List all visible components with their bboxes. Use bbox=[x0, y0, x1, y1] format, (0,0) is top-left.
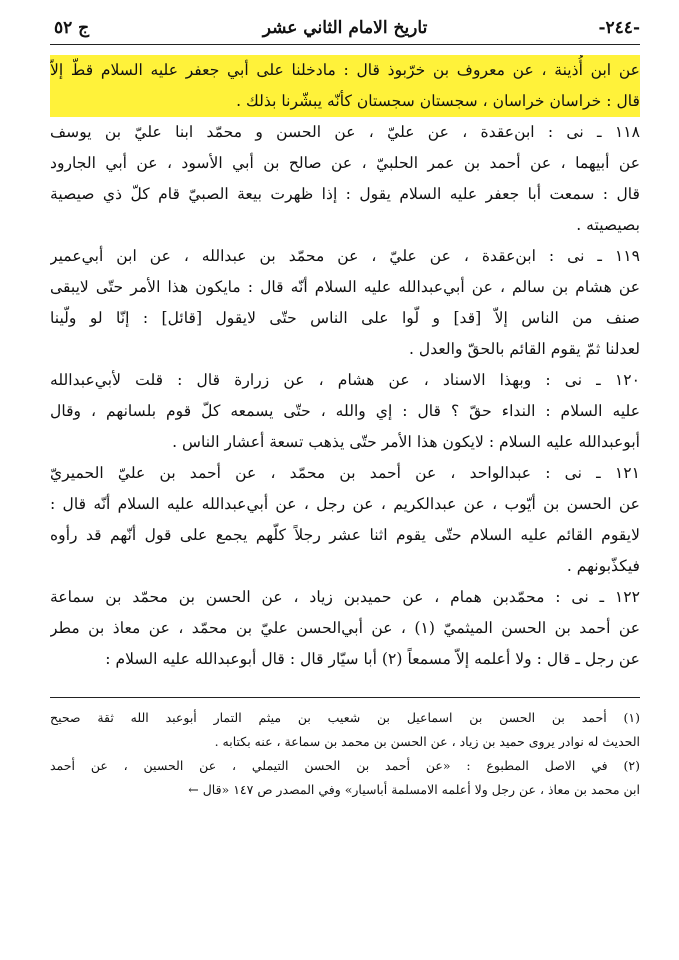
book-page bbox=[50, 18, 640, 938]
footnote-line: ابن محمد بن معاذ ، عن رجل ولا أعلمه الامسلمة أباسيار» وفي المصدر ص ١٤٧ «قال ← bbox=[188, 782, 640, 797]
footnote-line: (٢) في الاصل المطبوع : «عن أحمد بن الحسن التيملي ، عن الحسين ، عن أحمد bbox=[50, 758, 640, 773]
highlighted-text-line: قال : خراسان خراسان ، سجستان سجستان كأنّه يبشّرنا بذلك . bbox=[50, 86, 640, 117]
text-line: لايقوم القائم عليه السلام حتّى يقوم اثنا عشر رجلاً كلّهم يجمع على قول أنّهم قد رأوه bbox=[50, 526, 640, 544]
footnote bbox=[50, 706, 640, 754]
footnote-separator bbox=[50, 697, 640, 698]
paragraph bbox=[50, 241, 640, 365]
paragraph bbox=[50, 582, 640, 675]
text-line: عليه السلام : النداء حقّ ؟ قال : إي والله ، حتّى يسمعه كلّ قوم بلسانهم ، وقال bbox=[50, 402, 640, 420]
paragraph bbox=[50, 117, 640, 241]
highlighted-text-line: عن ابن أُذينة ، عن معروف بن خرّبوذ قال : مادخلنا على أبي جعفر عليه السلام قطّ إلاّ bbox=[50, 55, 640, 86]
text-line: قال : سمعت أبا جعفر عليه السلام يقول : إذا ظهرت بيعة الصبيّ قام كلّ ذي صيصية bbox=[50, 185, 640, 203]
text-line: أبوعبدالله عليه السلام : لايكون هذا الأمر حتّى يذهب تسعة أعشار الناس . bbox=[172, 433, 640, 451]
text-line: لعدلنا ثمّ يقوم القائم بالحقّ والعدل . bbox=[408, 340, 640, 358]
body-text bbox=[50, 55, 640, 675]
text-line: ١١٨ ـ نى : ابن‌عقدة ، عن عليّ ، عن الحسن و محمّد ابنا عليّ بن يوسف bbox=[50, 123, 640, 141]
text-line: ١٢٠ ـ نى : وبهذا الاسناد ، عن هشام ، عن زرارة قال : قلت لأبي‌عبدالله bbox=[50, 371, 640, 389]
paragraph bbox=[50, 365, 640, 458]
volume-label: ج ٥٢ bbox=[54, 18, 90, 38]
text-line: عن هشام بن سالم ، عن أبي‌عبدالله عليه السلام أنّه قال : مايكون هذا الأمر حتّى لايبقى bbox=[50, 278, 640, 296]
text-line: صنف من الناس إلاّ [قد] و لّوا على الناس حتّى لايقول [قائل] : إنّا لو ولّينا bbox=[50, 309, 640, 327]
text-line: ١٢٢ ـ نى : محمّدبن همام ، عن حميدبن زياد ، عن الحسن بن محمّد بن سماعة bbox=[50, 588, 640, 606]
text-line: بصيصيته . bbox=[576, 216, 640, 234]
paragraph bbox=[50, 458, 640, 582]
footnote-line: (١) أحمد بن الحسن بن اسماعيل بن شعيب بن ميثم التمار أبوعبد الله ثقة صحيح bbox=[50, 710, 640, 725]
footnotes bbox=[50, 706, 640, 802]
text-line: عن أحمد بن الحسن الميثميّ (١) ، عن أبي‌الحسن عليّ بن محمّد ، عن معاذ بن مطر bbox=[50, 619, 640, 637]
running-title: تاريخ الامام الثاني عشر bbox=[262, 18, 428, 38]
page-number: -٢٤٤- bbox=[598, 18, 640, 38]
text-line: عن الحسن بن أيّوب ، عن عبدالكريم ، عن رجل ، عن أبي‌عبدالله عليه السلام أنّه قال : bbox=[50, 495, 640, 513]
text-line: فيكذّبونهم . bbox=[566, 557, 640, 575]
running-header bbox=[50, 18, 640, 45]
footnote bbox=[50, 754, 640, 802]
text-line: عن أبيهما ، عن أحمد بن عمر الحلبيّ ، عن صالح بن أبي الأسود ، عن أبي الجارود bbox=[50, 154, 640, 172]
footnote-line: الحديث له نوادر يروى حميد بن زياد ، عن الحسن بن محمد بن سماعة ، عنه بكتابه . bbox=[214, 734, 640, 749]
text-line: ١١٩ ـ نى : ابن‌عقدة ، عن عليّ ، عن محمّد بن عبدالله ، عن ابن أبي‌عمير bbox=[50, 247, 640, 265]
text-line: ١٢١ ـ نى : عبدالواحد ، عن أحمد بن محمّد ، عن أحمد بن عليّ الحميريّ bbox=[50, 464, 640, 482]
text-line: عن رجل ـ قال : ولا أعلمه إلاّ مسمعاً (٢) أبا سيّار قال : قال أبوعبدالله عليه السلام : bbox=[105, 650, 640, 668]
paragraph bbox=[50, 55, 640, 117]
